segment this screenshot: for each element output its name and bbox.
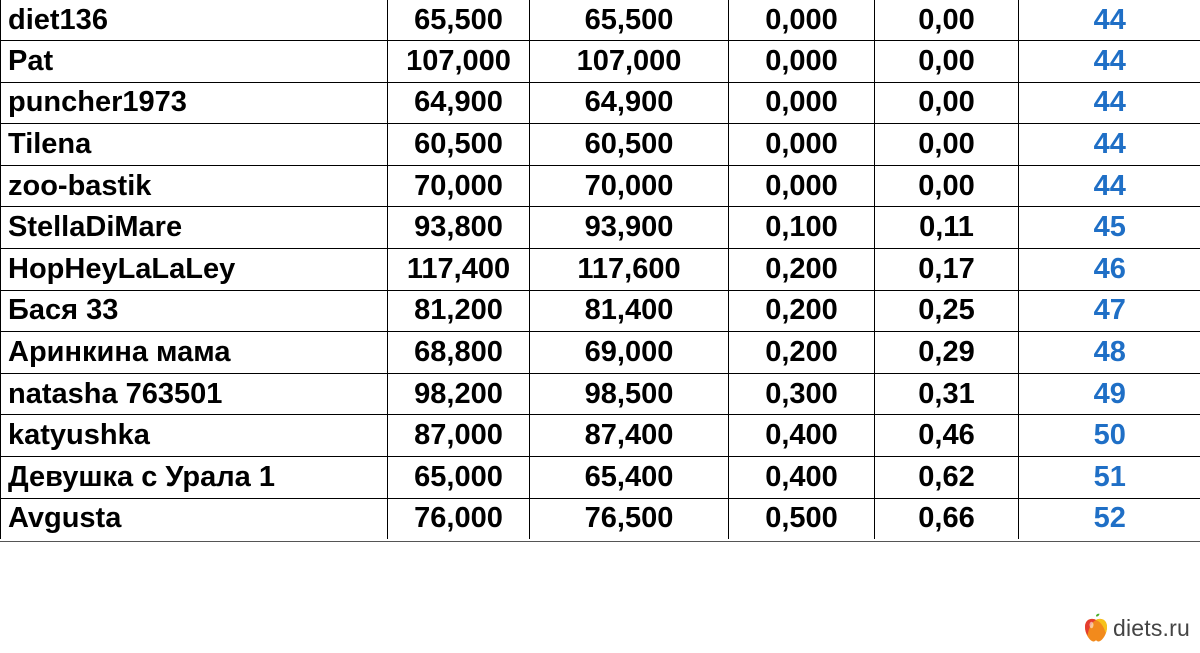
weight-change: 0,200 (729, 248, 875, 290)
current-weight: 64,900 (530, 82, 729, 124)
percent-change: 0,11 (875, 207, 1019, 249)
table-row (1, 0, 1200, 41)
participant-name: Pat (1, 41, 388, 83)
start-weight: 76,000 (388, 498, 530, 539)
percent-change: 0,29 (875, 332, 1019, 374)
start-weight: 65,500 (388, 0, 530, 41)
current-weight: 65,400 (530, 456, 729, 498)
percent-change: 0,00 (875, 82, 1019, 124)
participant-name: Tilena (1, 124, 388, 166)
table-row (1, 373, 1200, 415)
current-weight: 70,000 (530, 165, 729, 207)
place-number: 44 (1019, 41, 1200, 83)
participant-name: natasha 763501 (1, 373, 388, 415)
current-weight: 117,600 (530, 248, 729, 290)
percent-change: 0,31 (875, 373, 1019, 415)
table-row (1, 124, 1200, 166)
place-number: 50 (1019, 415, 1200, 457)
percent-change: 0,46 (875, 415, 1019, 457)
percent-change: 0,25 (875, 290, 1019, 332)
participant-name: Avgusta (1, 498, 388, 539)
table-row (1, 415, 1200, 457)
place-number: 51 (1019, 456, 1200, 498)
percent-change: 0,62 (875, 456, 1019, 498)
percent-change: 0,00 (875, 124, 1019, 166)
place-number: 46 (1019, 248, 1200, 290)
start-weight: 87,000 (388, 415, 530, 457)
place-number: 49 (1019, 373, 1200, 415)
table-row (1, 456, 1200, 498)
participant-name: katyushka (1, 415, 388, 457)
current-weight: 87,400 (530, 415, 729, 457)
percent-change: 0,66 (875, 498, 1019, 539)
percent-change: 0,00 (875, 41, 1019, 83)
place-number: 44 (1019, 82, 1200, 124)
weight-change: 0,200 (729, 332, 875, 374)
weight-change: 0,200 (729, 290, 875, 332)
start-weight: 70,000 (388, 165, 530, 207)
place-number: 44 (1019, 124, 1200, 166)
weight-change: 0,000 (729, 0, 875, 41)
current-weight: 69,000 (530, 332, 729, 374)
start-weight: 65,000 (388, 456, 530, 498)
start-weight: 107,000 (388, 41, 530, 83)
results-table-body (1, 0, 1200, 539)
start-weight: 81,200 (388, 290, 530, 332)
table-row (1, 332, 1200, 374)
current-weight: 76,500 (530, 498, 729, 539)
weight-change: 0,500 (729, 498, 875, 539)
start-weight: 60,500 (388, 124, 530, 166)
weight-change: 0,400 (729, 456, 875, 498)
weight-change: 0,000 (729, 124, 875, 166)
apple-logo-icon (1083, 613, 1109, 643)
site-watermark (1083, 613, 1190, 643)
start-weight: 117,400 (388, 248, 530, 290)
place-number: 45 (1019, 207, 1200, 249)
current-weight: 81,400 (530, 290, 729, 332)
place-number: 48 (1019, 332, 1200, 374)
percent-change: 0,00 (875, 165, 1019, 207)
participant-name: Аринкина мама (1, 332, 388, 374)
place-number: 44 (1019, 165, 1200, 207)
table-row (1, 498, 1200, 539)
start-weight: 93,800 (388, 207, 530, 249)
start-weight: 68,800 (388, 332, 530, 374)
table-row (1, 165, 1200, 207)
participant-name: HopHeyLaLaLey (1, 248, 388, 290)
place-number: 44 (1019, 0, 1200, 41)
weight-change: 0,000 (729, 82, 875, 124)
current-weight: 98,500 (530, 373, 729, 415)
percent-change: 0,17 (875, 248, 1019, 290)
participant-name: zoo-bastik (1, 165, 388, 207)
place-number: 52 (1019, 498, 1200, 539)
weight-change: 0,100 (729, 207, 875, 249)
current-weight: 65,500 (530, 0, 729, 41)
percent-change: 0,00 (875, 0, 1019, 41)
participant-name: diet136 (1, 0, 388, 41)
weight-change: 0,400 (729, 415, 875, 457)
table-row (1, 82, 1200, 124)
table-row (1, 207, 1200, 249)
weight-change: 0,000 (729, 41, 875, 83)
watermark-text: diets.ru (1112, 614, 1190, 641)
current-weight: 93,900 (530, 207, 729, 249)
place-number: 47 (1019, 290, 1200, 332)
participant-name: StellaDiMare (1, 207, 388, 249)
current-weight: 60,500 (530, 124, 729, 166)
start-weight: 64,900 (388, 82, 530, 124)
table-row (1, 290, 1200, 332)
participant-name: puncher1973 (1, 82, 388, 124)
participant-name: Девушка с Урала 1 (1, 456, 388, 498)
weight-change: 0,300 (729, 373, 875, 415)
table-row (1, 41, 1200, 83)
current-weight: 107,000 (530, 41, 729, 83)
table-row (1, 248, 1200, 290)
table-bottom-rule (0, 541, 1200, 542)
participant-name: Бася 33 (1, 290, 388, 332)
start-weight: 98,200 (388, 373, 530, 415)
weight-change: 0,000 (729, 165, 875, 207)
